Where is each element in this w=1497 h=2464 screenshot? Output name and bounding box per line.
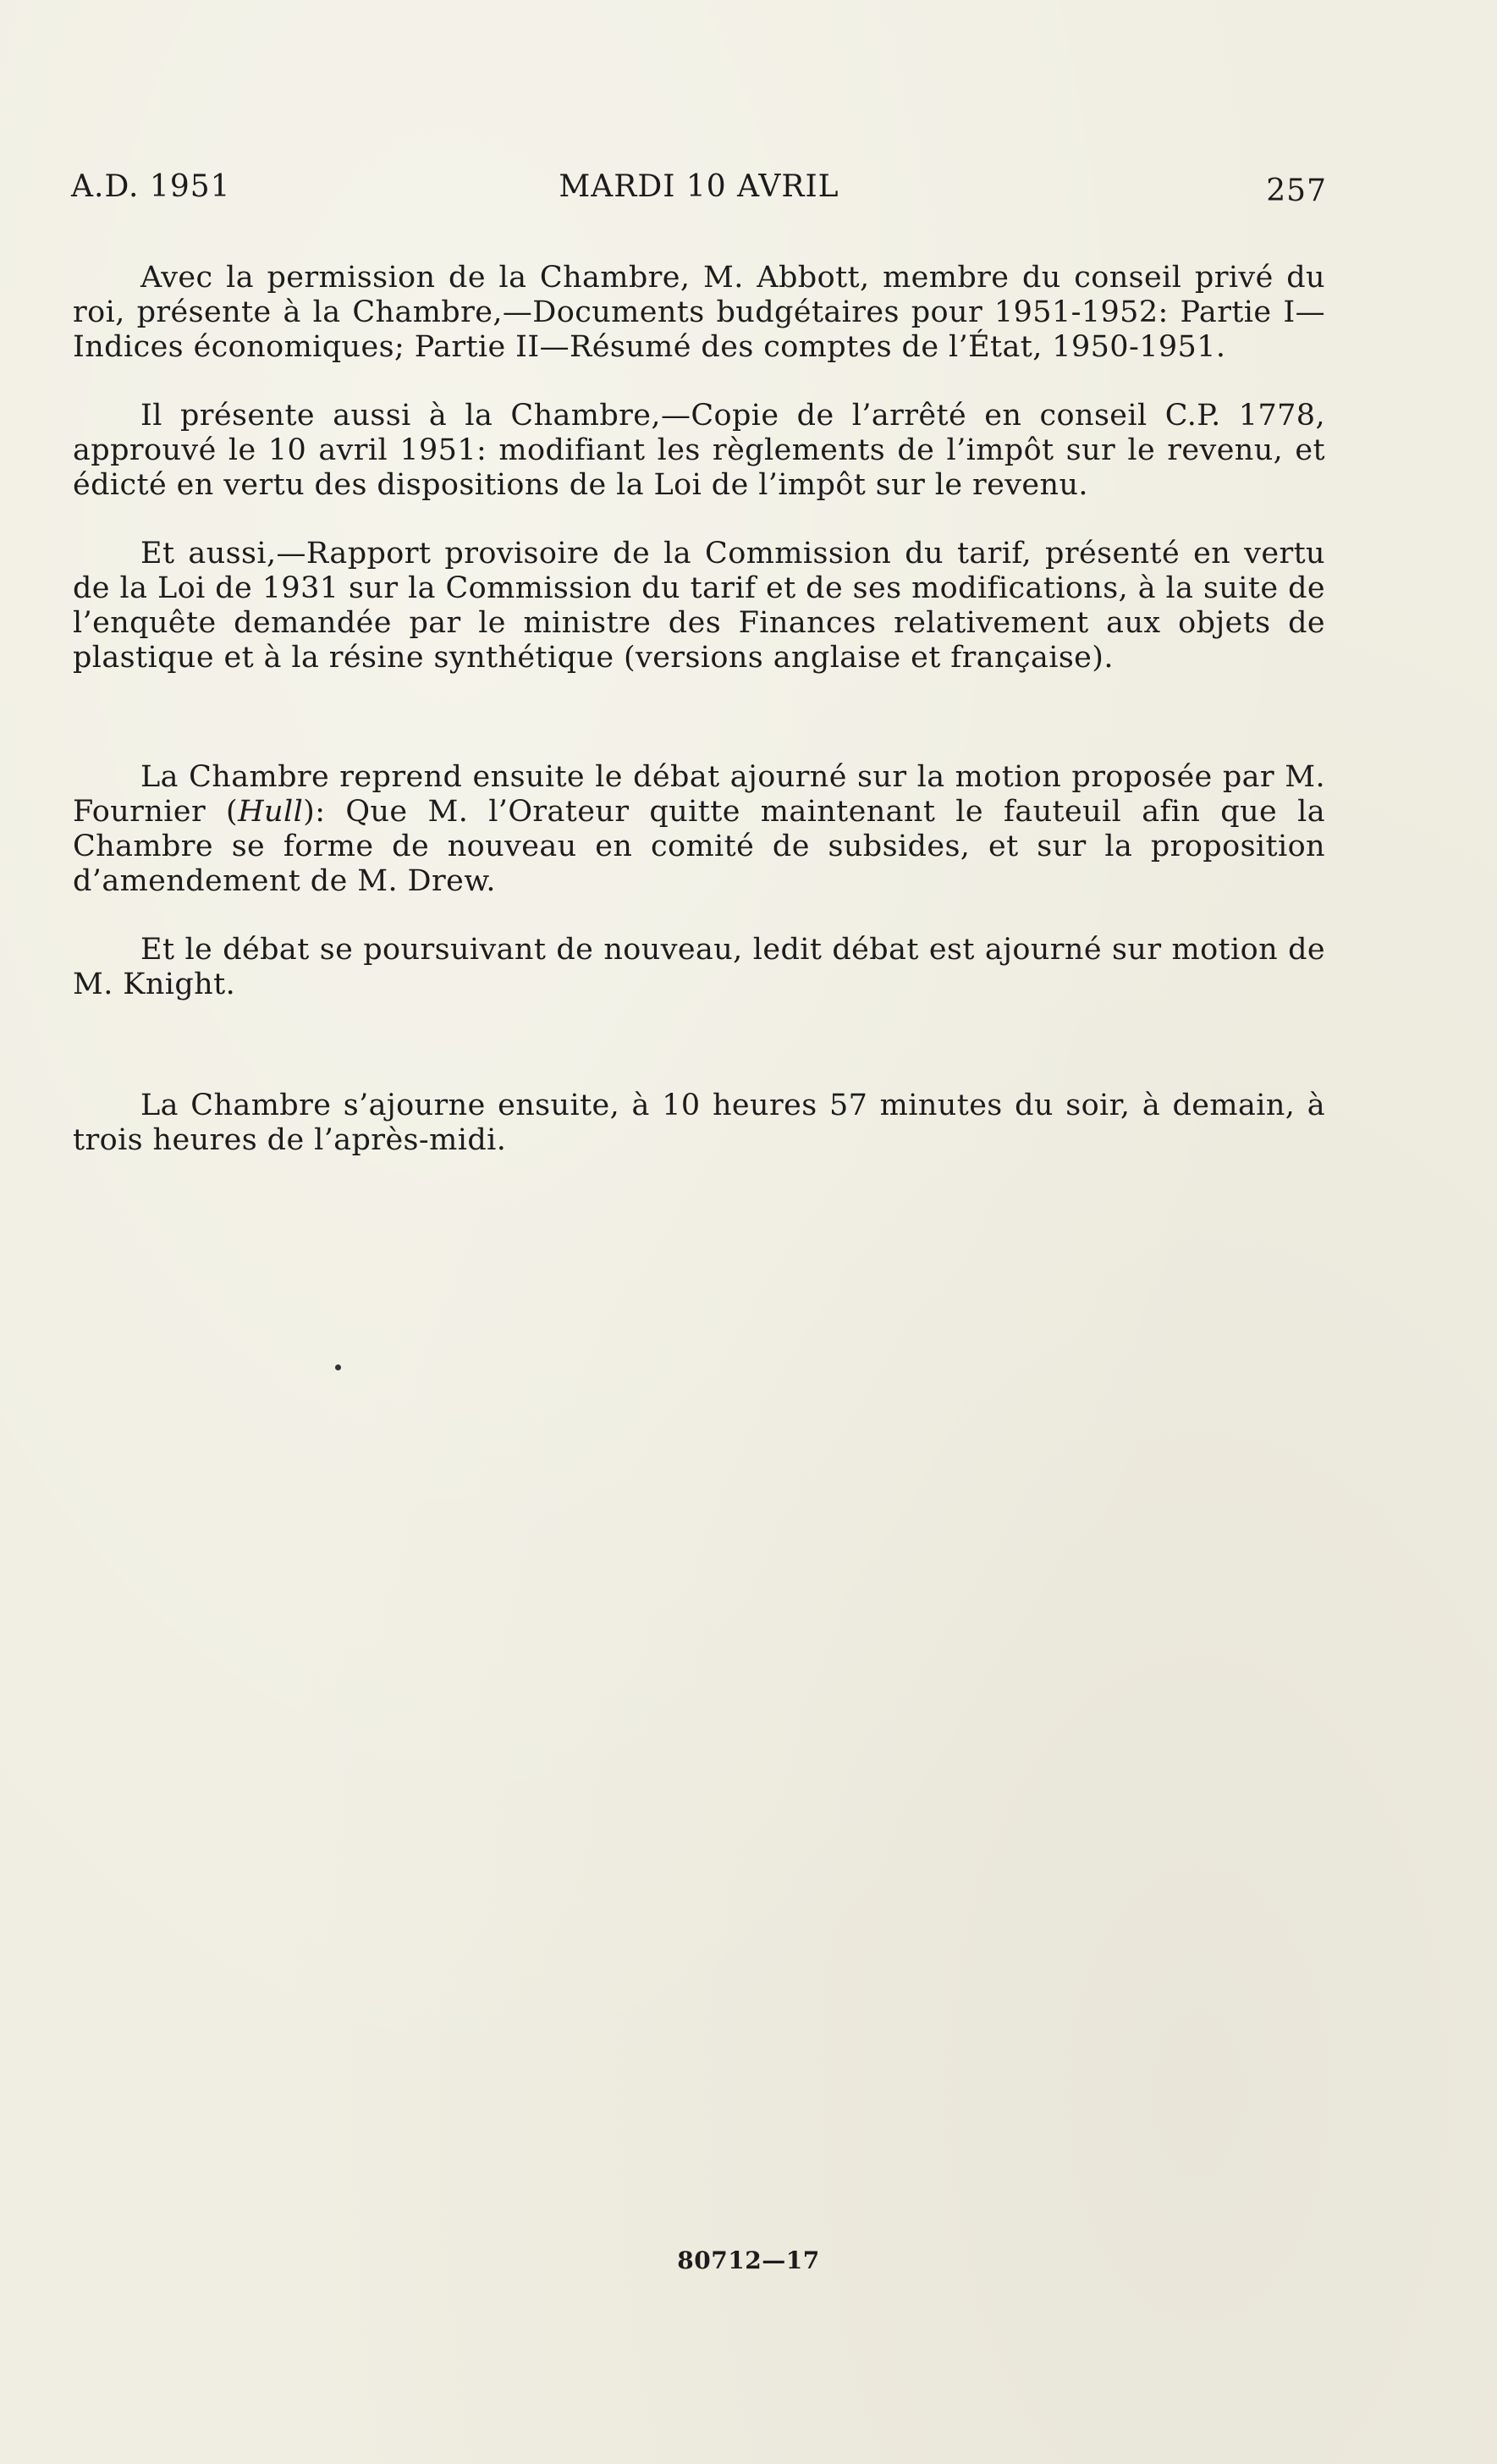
paragraph-abbott-documents: Avec la permission de la Chambre, M. Abbott, membre du conseil privé du roi, présente à la Chambre,—Documents budgétaires pour 1951-1952: Partie I—Indices économiques; Partie II—Résumé des comptes de l’État, 1950-1951. — [73, 261, 1325, 364]
paragraph-order-in-council: Il présente aussi à la Chambre,—Copie de l’arrêté en conseil C.P. 1778, approuvé le 10 avril 1951: modifiant les règlements de l’impôt sur le revenu, et édicté en vertu des dispositions de la Loi de l’impôt sur le revenu. — [73, 399, 1325, 502]
print-code: 80712—17 — [677, 2246, 820, 2274]
body-text — [73, 261, 1325, 1158]
page-number: 257 — [1266, 174, 1327, 208]
debate-text-start: La Chambre reprend ensuite le débat ajourné sur la motion proposée par M. Fournier ( — [73, 760, 1325, 829]
running-head — [71, 169, 1327, 212]
debate-text-end: ): Que M. l’Orateur quitte maintenant le fauteuil afin que la Chambre se forme de nouveau en comité de subsides, et sur la proposition d’amendement de M. Drew. — [73, 795, 1325, 898]
paragraph-debate-resumed — [73, 760, 1325, 899]
header-date: MARDI 10 AVRIL — [559, 169, 839, 204]
riding-name: Hull — [238, 795, 304, 829]
paragraph-house-adjourns: La Chambre s’ajourne ensuite, à 10 heures 57 minutes du soir, à demain, à trois heures de l’après-midi. — [73, 1089, 1325, 1157]
header-year: A.D. 1951 — [71, 169, 231, 204]
paragraph-tariff-report: Et aussi,—Rapport provisoire de la Commission du tarif, présenté en vertu de la Loi de 1931 sur la Commission du tarif et de ses modifications, à la suite de l’enquête demandée par le ministre des Finances relativement aux objets de plastique et à la résine synthétique (versions anglaise et française). — [73, 537, 1325, 675]
ink-speck — [335, 1364, 341, 1370]
paragraph-debate-adjourned: Et le débat se poursuivant de nouveau, ledit débat est ajourné sur motion de M. Knight. — [73, 933, 1325, 1001]
